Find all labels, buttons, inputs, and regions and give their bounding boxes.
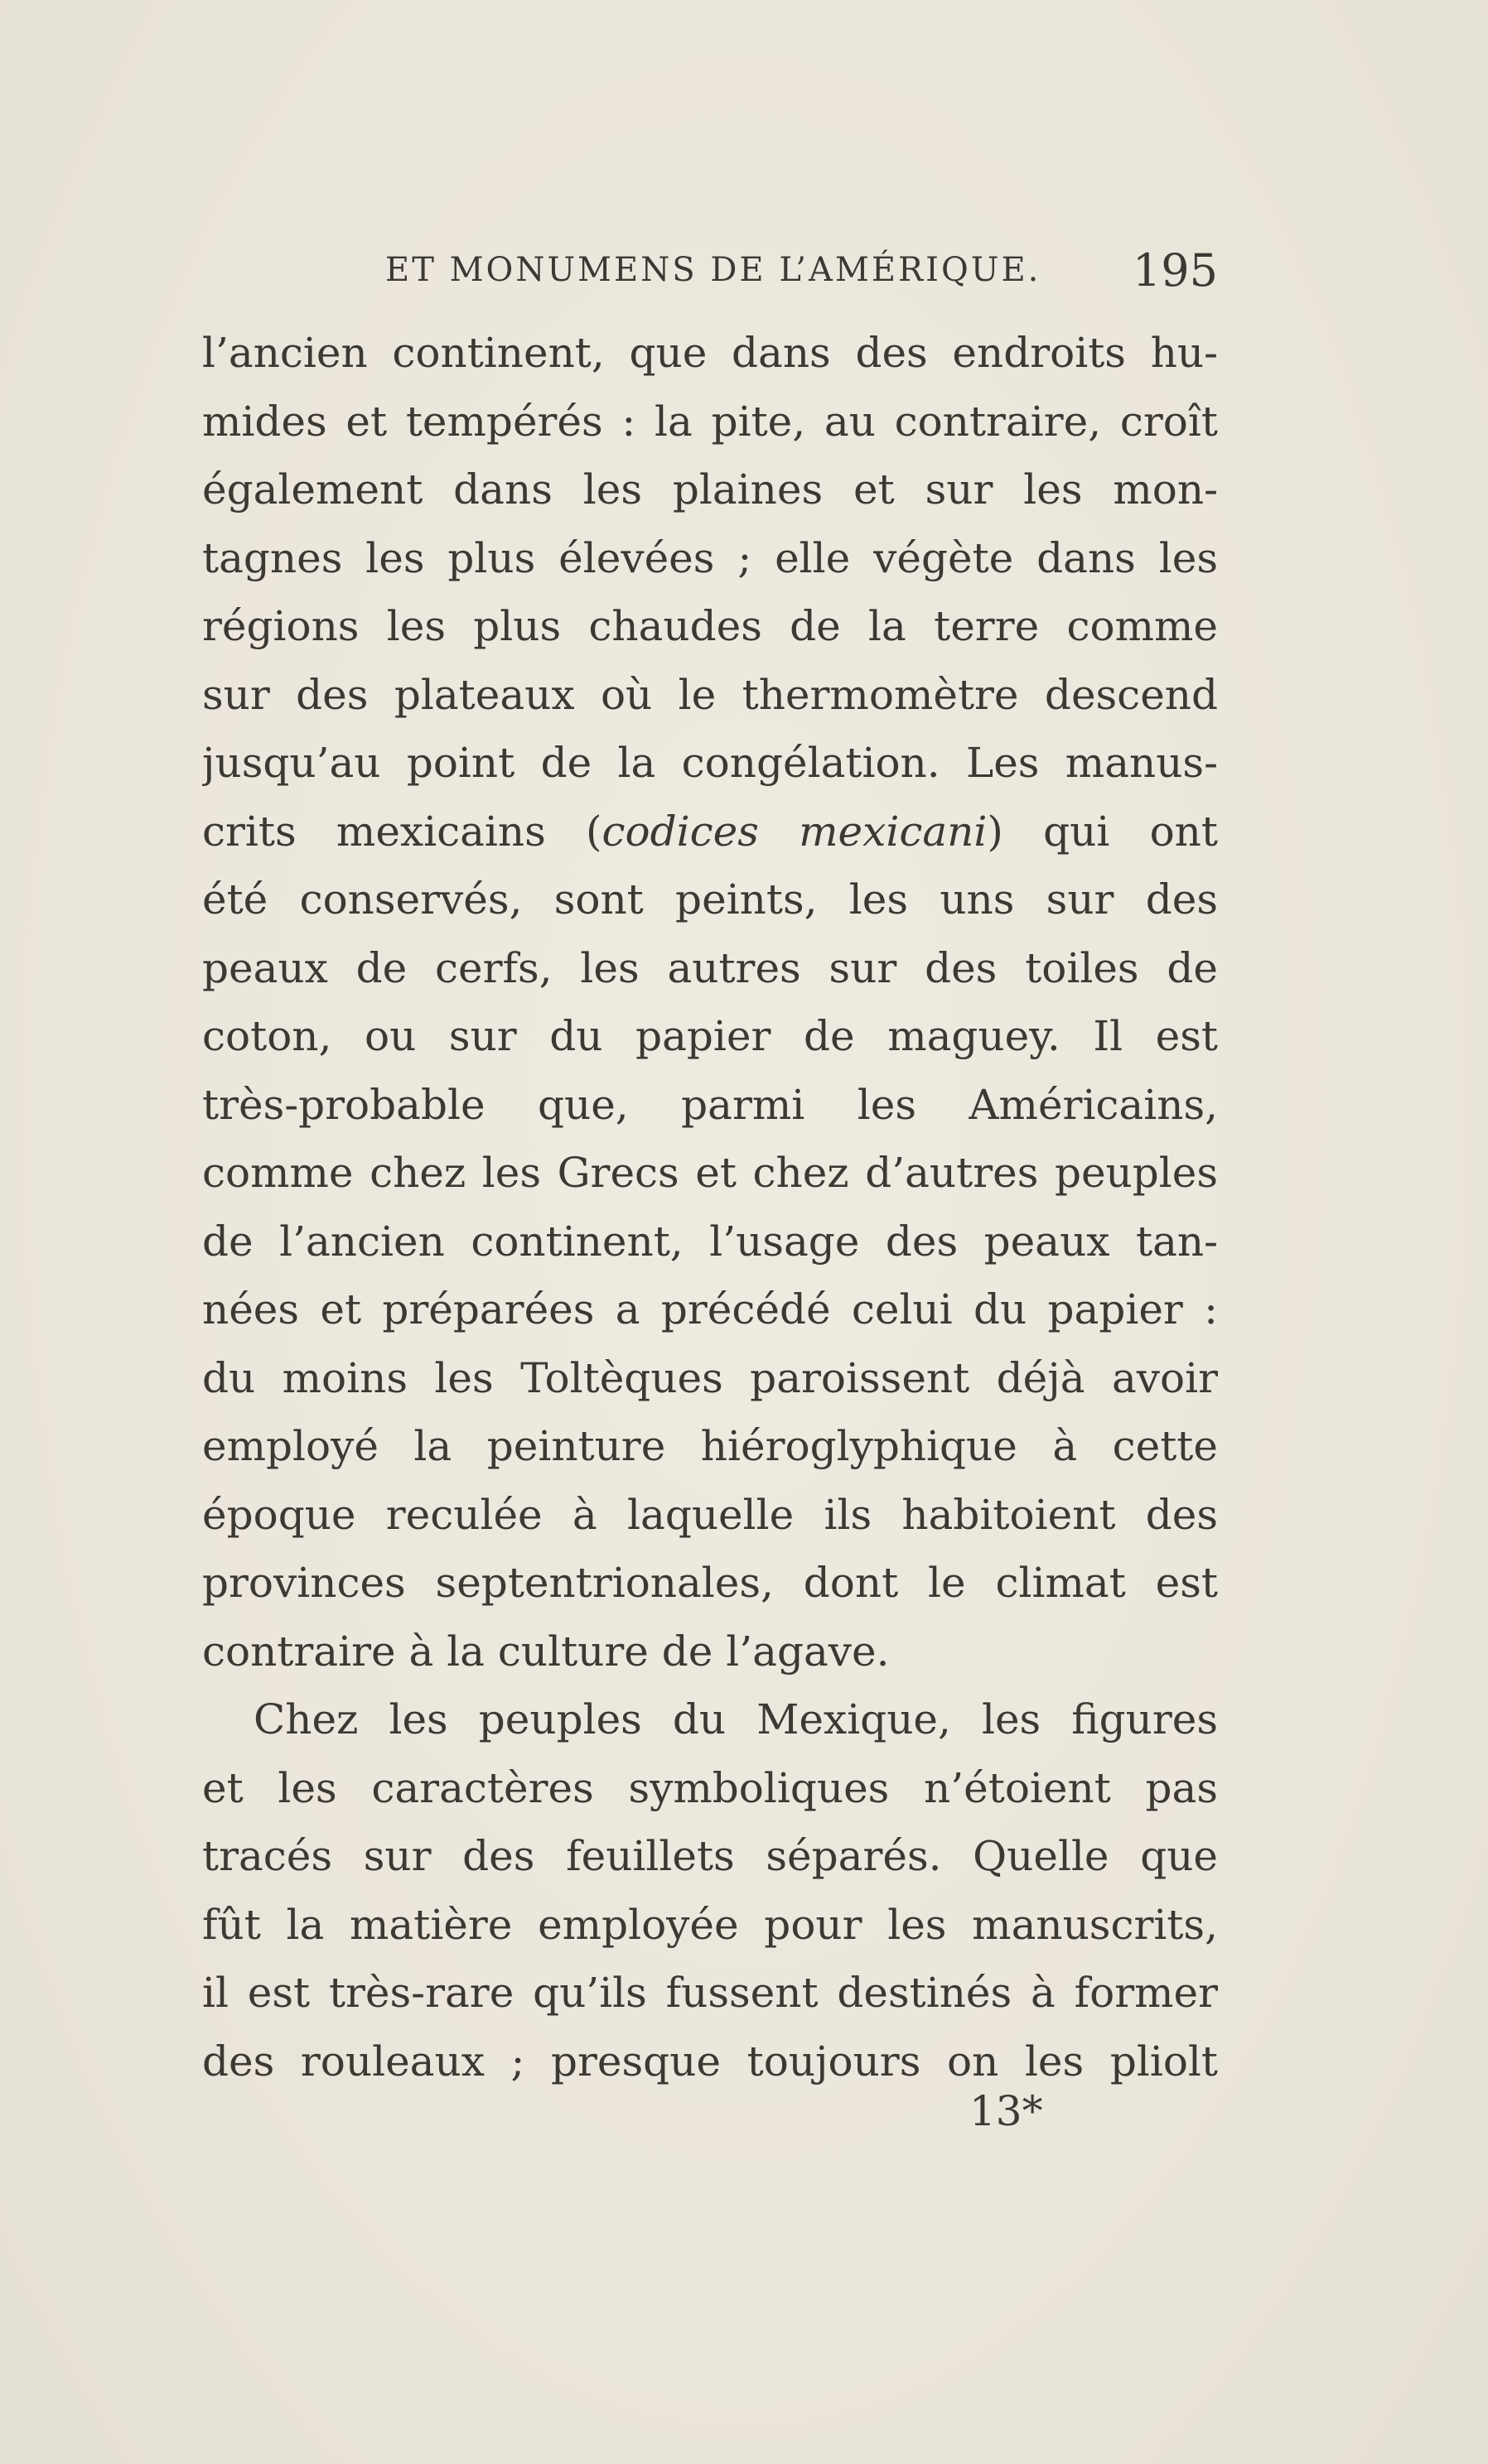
text-line: coton, ou sur du papier de maguey. Il est [202,1012,1218,1060]
page-header [199,244,1218,302]
text-line: régions les plus chaudes de la terre comme [202,602,1218,650]
text-line: mides et tempérés : la pite, au contraire, croît [202,397,1218,446]
text-line: l’ancien continent, que dans des endroits hu- [202,329,1218,377]
text-line: de l’ancien continent, l’usage des peaux tan- [202,1217,1218,1266]
text-line: été conservés, sont peints, les uns sur des [202,875,1218,923]
text-line: tracés sur des feuillets séparés. Quelle que [202,1832,1218,1880]
text-line: jusqu’au point de la congélation. Les manus- [202,739,1218,787]
text-fragment: crits mexicains ( [202,807,602,856]
text-line: sur des plateaux où le thermomètre descend [202,670,1218,719]
text-line: époque reculée à laquelle ils habitoient des [202,1490,1218,1539]
text-line: peaux de cerfs, les autres sur des toiles de [202,943,1218,992]
text-line: également dans les plaines et sur les mon- [202,465,1218,514]
text-line: il est très-rare qu’ils fussent destinés à former [202,1969,1218,2017]
text-line: tagnes les plus élevées ; elle végète dans les [202,533,1218,582]
italic-latin-term: codices mexicani [601,807,988,856]
paragraph-end-line: contraire à la culture de l’agave. [202,1627,890,1676]
body-text [202,319,1218,2095]
running-head: ET MONUMENS DE L’AMÉRIQUE. [385,251,1041,289]
paragraph-start-line: Chez les peuples du Mexique, les figures [254,1695,1218,1743]
text-fragment: ) qui ont [987,807,1218,856]
text-line: et les caractères symboliques n’étoient pas [202,1763,1218,1812]
text-line: fût la matière employée pour les manuscrits, [202,1900,1218,1949]
text-line: des rouleaux ; presque toujours on les pliolt [202,2037,1218,2085]
text-line: provinces septentrionales, dont le climat est [202,1559,1218,1607]
text-line: comme chez les Grecs et chez d’autres peuples [202,1149,1218,1197]
text-line: très-probable que, parmi les Américains, [202,1080,1218,1129]
signature-mark: 13* [969,2087,1043,2135]
text-line: employé la peinture hiéroglyphique à cette [202,1422,1218,1470]
text-line: du moins les Toltèques paroissent déjà avoir [202,1353,1218,1402]
text-line-with-italic [202,798,1218,866]
page-number: 195 [1132,244,1218,297]
text-line: nées et préparées a précédé celui du papier : [202,1285,1218,1333]
